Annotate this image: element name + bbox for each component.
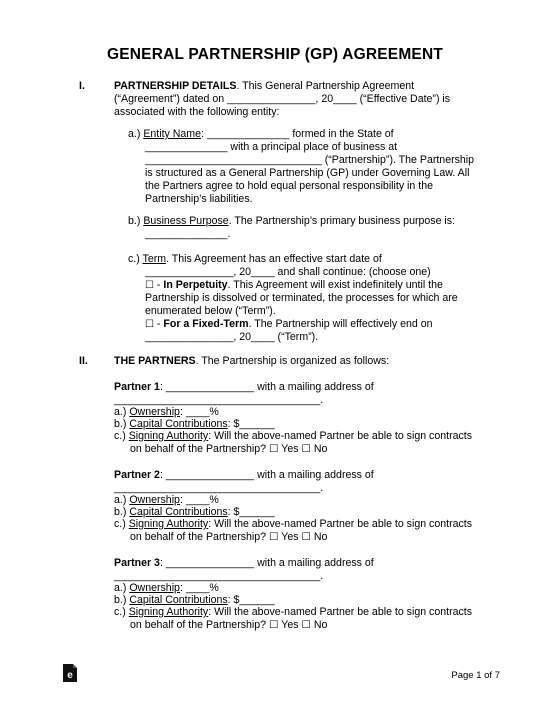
partner-2-label: Partner 2	[114, 469, 160, 481]
term-option-fixed: ☐ - For a Fixed-Term. The Partnership will effectively end on	[145, 318, 433, 330]
page-number: Page 1 of 7	[451, 670, 500, 681]
term-line-2: _______________, 20____ and shall continue: (choose one)	[145, 266, 431, 278]
fixed-term-checkbox[interactable]: ☐	[145, 319, 154, 330]
partner-1-signing: c.) Signing Authority: Will the above-named Partner be able to sign contracts	[114, 430, 473, 442]
partner-1-capital: b.) Capital Contributions: $______	[114, 418, 275, 430]
term-label: Term	[142, 253, 167, 265]
business-purpose-line-2: ______________.	[145, 228, 231, 240]
term-line-7: _______________, 20____ (“Term”).	[145, 331, 319, 343]
section-1-line-1: PARTNERSHIP DETAILS. This General Partnership Agreement	[114, 80, 415, 92]
partner-1-label: Partner 1	[114, 381, 160, 393]
section-2-line-1: THE PARTNERS. The Partnership is organized as follows:	[114, 355, 390, 367]
partner-3-capital: b.) Capital Contributions: $______	[114, 594, 275, 606]
entity-name-line-2: ______________ with a principal place of business at	[145, 141, 398, 153]
entity-name-line-4: is structured as a General Partnership (GP) under Governing Law. All	[145, 167, 470, 179]
partner-3-line-1: Partner 3: _______________ with a mailing address of	[114, 557, 374, 569]
partner-1-line-1: Partner 1: _______________ with a mailing address of	[114, 381, 374, 393]
entity-name-line-3: ______________________________ (“Partnership”). The Partnership	[145, 154, 475, 166]
partner-1-line-2: ___________________________________.	[114, 394, 324, 406]
term-line-5: enumerated below (“Term”).	[145, 305, 276, 317]
partner-2-line-1: Partner 2: _______________ with a mailing address of	[114, 469, 374, 481]
partner-2-line-2: ___________________________________.	[114, 482, 324, 494]
entity-name-line-5: the Partners agree to hold equal personal responsibility in the	[145, 180, 433, 192]
business-purpose-label: Business Purpose	[143, 215, 229, 227]
business-purpose-line-1: b.) Business Purpose. The Partnership’s primary business purpose is:	[128, 215, 456, 227]
partner-3-label: Partner 3	[114, 557, 160, 569]
document-title: GENERAL PARTNERSHIP (GP) AGREEMENT	[106, 46, 444, 63]
partner-3-signing-line-2: on behalf of the Partnership? ☐ Yes ☐ No	[130, 619, 328, 631]
partner-2-ownership: a.) Ownership: ____%	[114, 494, 219, 506]
perpetuity-checkbox[interactable]: ☐	[145, 280, 154, 291]
partner-3-ownership: a.) Ownership: ____%	[114, 582, 219, 594]
entity-name-line-1: a.) Entity Name: ______________ formed in the State of	[128, 128, 394, 140]
partner-3-signing: c.) Signing Authority: Will the above-named Partner be able to sign contracts	[114, 606, 473, 618]
partner-1-ownership: a.) Ownership: ____%	[114, 406, 219, 418]
term-line-4: Partnership is dissolved or terminated, the processes for which are	[145, 292, 458, 304]
section-2-heading: THE PARTNERS	[114, 355, 196, 367]
term-option-perpetuity: ☐ - In Perpetuity. This Agreement will exist indefinitely until the	[145, 279, 443, 291]
section-1-heading: PARTNERSHIP DETAILS	[114, 80, 237, 92]
eforms-logo-icon	[62, 663, 78, 683]
section-1-line-3: associated with the following entity:	[114, 106, 280, 118]
term-line-1: c.) Term. This Agreement has an effective start date of	[128, 253, 382, 265]
section-number-1: I.	[79, 80, 85, 92]
partner-1-signing-line-2: on behalf of the Partnership? ☐ Yes ☐ No	[130, 443, 328, 455]
section-number-2: II.	[79, 355, 88, 367]
section-1-line-2: (“Agreement”) dated on _______________, 20____ (“Effective Date”) is	[114, 93, 451, 105]
svg-text:e: e	[67, 670, 73, 681]
partner-2-capital: b.) Capital Contributions: $______	[114, 506, 275, 518]
partner-2-signing: c.) Signing Authority: Will the above-named Partner be able to sign contracts	[114, 518, 473, 530]
partner-3-line-2: ___________________________________.	[114, 570, 324, 582]
partner-2-signing-line-2: on behalf of the Partnership? ☐ Yes ☐ No	[130, 531, 328, 543]
entity-name-line-6: Partnership’s liabilities.	[145, 193, 253, 205]
entity-name-label: Entity Name	[143, 128, 202, 140]
